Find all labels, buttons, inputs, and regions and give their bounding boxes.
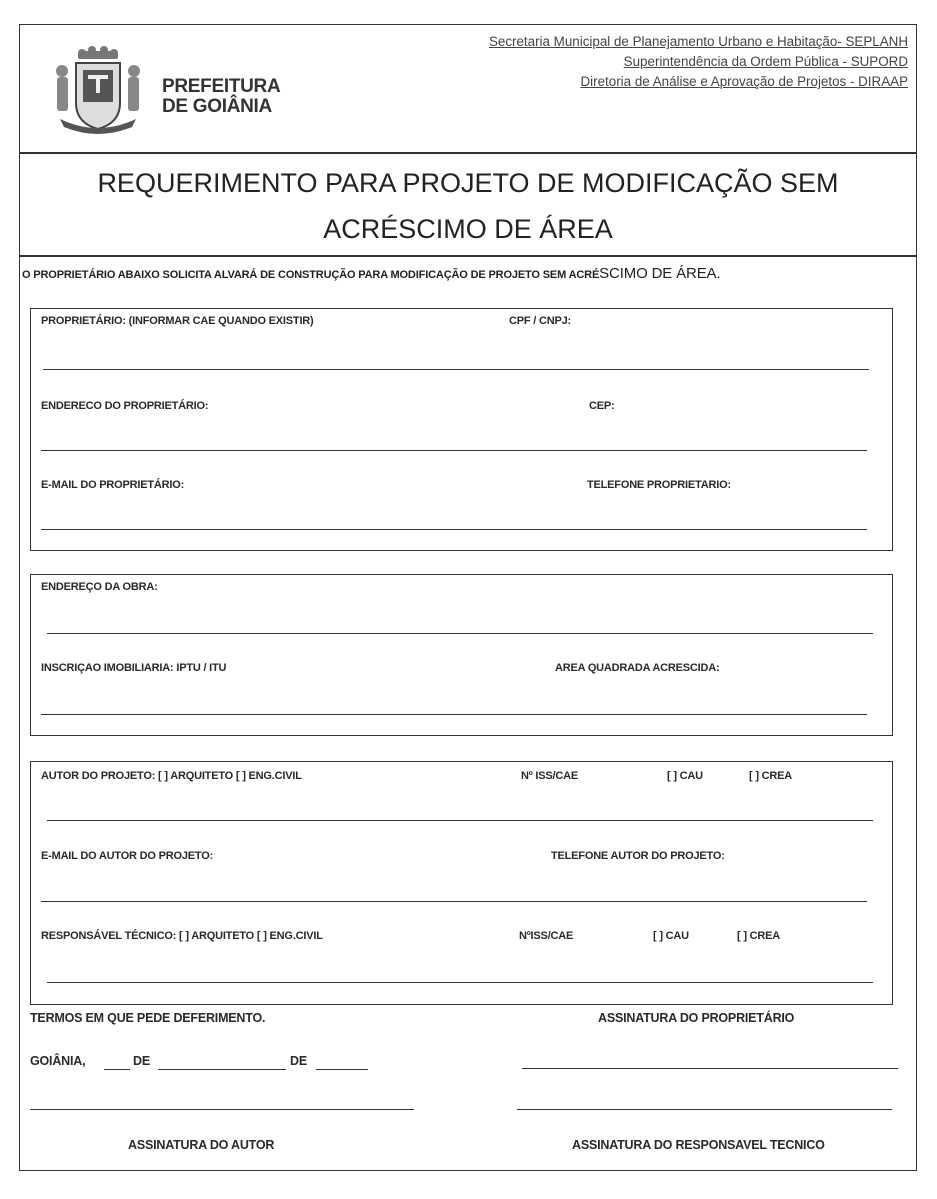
author-cau-checkbox[interactable]: [ ] CAU	[667, 770, 703, 782]
technical-responsible-label: RESPONSÁVEL TÉCNICO: [ ] ARQUITETO [ ] ENG.CIVIL	[41, 930, 323, 942]
year-field[interactable]	[316, 1069, 368, 1070]
work-address-field[interactable]	[47, 633, 873, 634]
date-de-1: DE	[133, 1054, 150, 1068]
owner-name-label: PROPRIETÁRIO: (INFORMAR CAE QUANDO EXISTIR)	[41, 315, 314, 327]
org-line-diraap: Diretoria de Análise e Aprovação de Projetos - DIRAAP	[580, 74, 908, 89]
project-author-field[interactable]	[47, 820, 873, 821]
property-registration-label: INSCRIÇAO IMOBILIARIA: IPTU / ITU	[41, 662, 227, 674]
owner-name-field[interactable]	[43, 369, 869, 370]
author-signature-caption: ASSINATURA DO AUTOR	[128, 1138, 275, 1152]
work-section	[30, 574, 893, 736]
page-title	[20, 154, 916, 257]
technical-responsible-field[interactable]	[47, 982, 873, 983]
intro-bold: O PROPRIETÁRIO ABAIXO SOLICITA ALVARÁ DE CONSTRUÇÃO PARA MODIFICAÇÃO DE PROJETO SEM ACRÉ	[22, 269, 600, 281]
request-closing-text: TERMOS EM QUE PEDE DEFERIMENTO.	[30, 1011, 266, 1025]
owner-address-label: ENDERECO DO PROPRIETÁRIO:	[41, 400, 209, 412]
author-email-label: E-MAIL DO AUTOR DO PROJETO:	[41, 850, 214, 862]
org-line-seplanh: Secretaria Municipal de Planejamento Urbano e Habitação- SEPLANH	[488, 34, 908, 49]
owner-address-field[interactable]	[41, 450, 867, 451]
month-field[interactable]	[158, 1069, 286, 1070]
responsible-iss-label: NºISS/CAE	[519, 930, 574, 942]
city-label: GOIÂNIA,	[30, 1054, 86, 1068]
logo-line-1: PREFEITURA	[162, 76, 281, 97]
author-phone-label: TELEFONE AUTOR DO PROJETO:	[551, 850, 725, 862]
organization-lines	[489, 32, 908, 92]
logo-text	[162, 77, 280, 117]
author-signature-line[interactable]	[30, 1109, 414, 1110]
property-registration-field[interactable]	[41, 714, 867, 715]
date-de-2: DE	[290, 1054, 307, 1068]
intro-statement	[20, 265, 918, 282]
owner-signature-line[interactable]	[522, 1068, 898, 1069]
responsible-signature-caption: ASSINATURA DO RESPONSAVEL TECNICO	[572, 1138, 825, 1152]
intro-tail: SCIMO DE ÁREA.	[599, 265, 721, 282]
day-field[interactable]	[104, 1069, 130, 1070]
owner-phone-label: TELEFONE PROPRIETARIO:	[587, 479, 731, 491]
responsible-crea-checkbox[interactable]: [ ] CREA	[737, 930, 781, 942]
cpf-cnpj-label: CPF / CNPJ:	[509, 315, 571, 327]
title-line-1: REQUERIMENTO PARA PROJETO DE MODIFICAÇÃO SEM	[97, 168, 839, 198]
responsible-cau-checkbox[interactable]: [ ] CAU	[653, 930, 689, 942]
project-author-label: AUTOR DO PROJETO: [ ] ARQUITETO [ ] ENG.CIVIL	[41, 770, 302, 782]
author-email-field[interactable]	[41, 901, 867, 902]
logo-line-2: DE GOIÂNIA	[162, 96, 272, 117]
owner-email-label: E-MAIL DO PROPRIETÁRIO:	[41, 479, 185, 491]
owner-signature-caption: ASSINATURA DO PROPRIETÁRIO	[598, 1011, 795, 1025]
coat-of-arms-logo-icon	[48, 45, 148, 145]
cep-label: CEP:	[589, 400, 615, 412]
work-address-label: ENDEREÇO DA OBRA:	[41, 581, 158, 593]
title-line-2: ACRÉSCIMO DE ÁREA	[323, 214, 613, 244]
author-section	[30, 761, 893, 1005]
responsible-signature-line[interactable]	[517, 1109, 892, 1110]
org-line-supord: Superintendência da Ordem Pública - SUPORD	[623, 54, 908, 69]
form-header	[20, 25, 916, 154]
owner-section	[30, 308, 893, 551]
author-iss-label: Nº ISS/CAE	[521, 770, 579, 782]
added-area-label: AREA QUADRADA ACRESCIDA:	[555, 662, 720, 674]
owner-email-field[interactable]	[41, 529, 867, 530]
author-crea-checkbox[interactable]: [ ] CREA	[749, 770, 793, 782]
